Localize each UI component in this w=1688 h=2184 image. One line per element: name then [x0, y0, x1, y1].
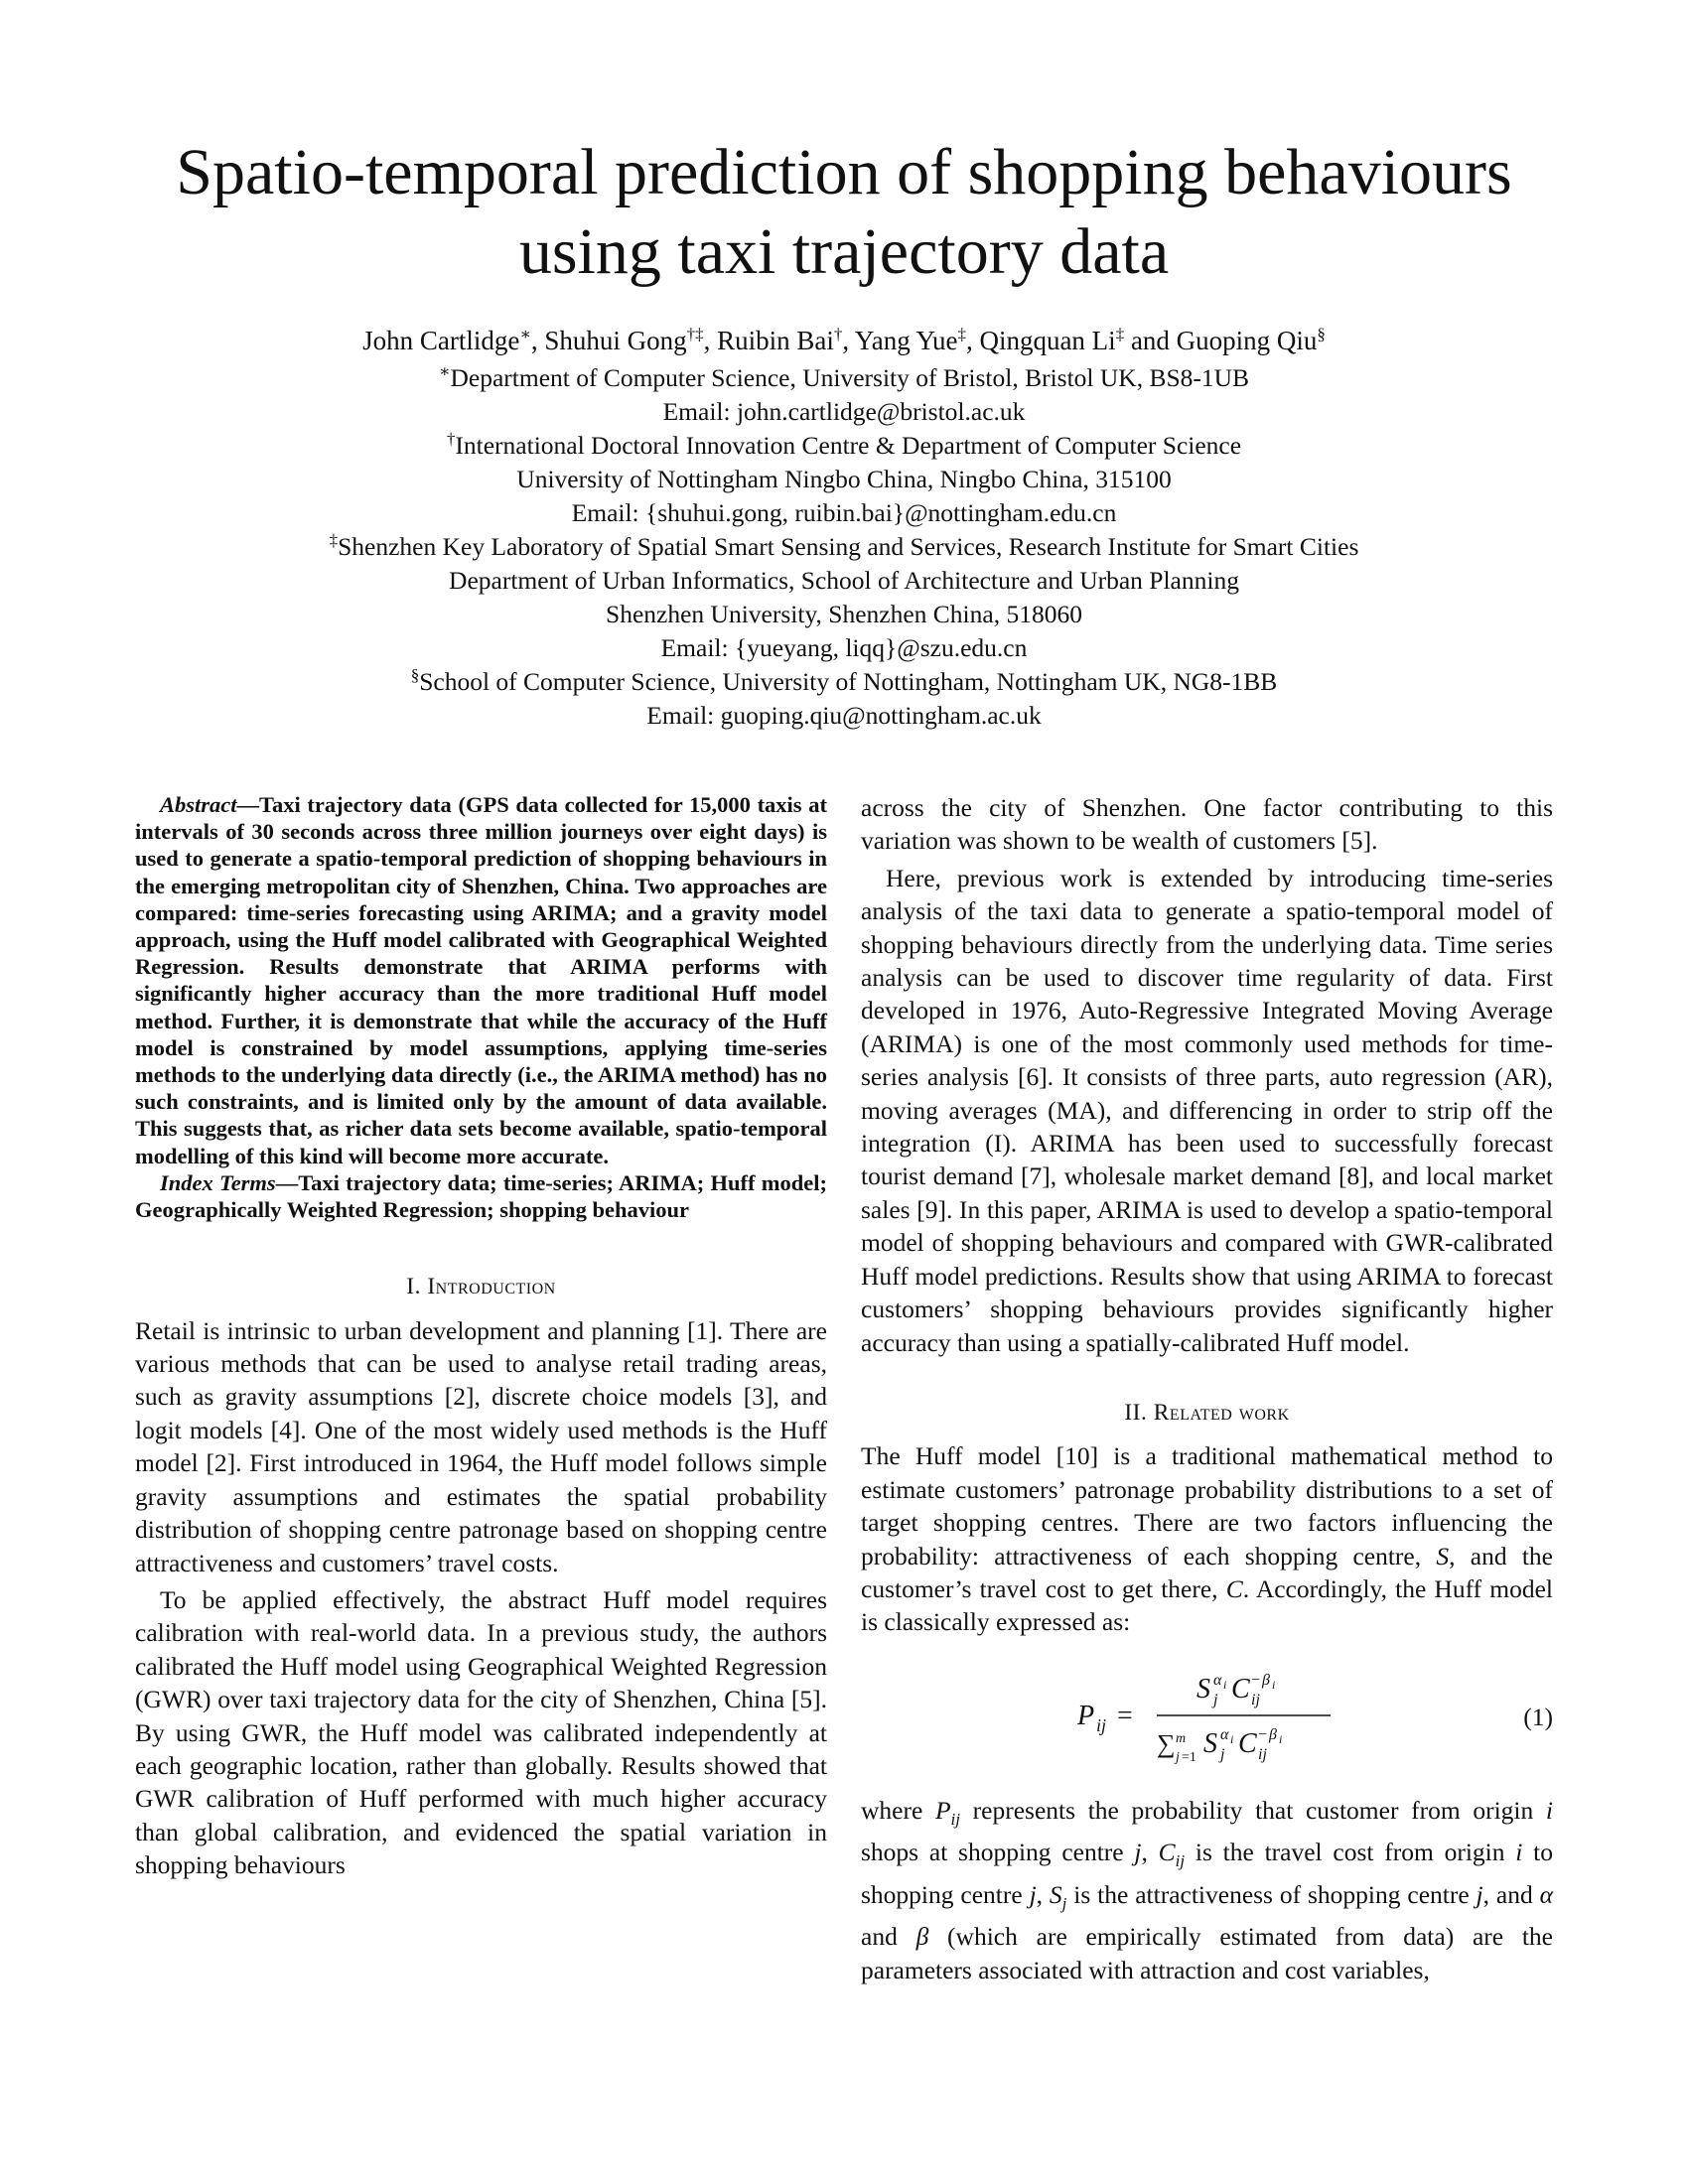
affiliation-line — [99, 463, 1589, 496]
author-mark: †‡ — [686, 325, 704, 343]
affiliation-text: University of Nottingham Ningbo China, Ningbo China, 315100 — [516, 465, 1172, 493]
svg-text:α: α — [1220, 1725, 1229, 1743]
svg-text:C: C — [1238, 1727, 1257, 1759]
math-symbol: $C_{ij}$ — [1158, 1838, 1186, 1871]
math-symbol: S — [1436, 1541, 1450, 1570]
svg-text:β: β — [1262, 1671, 1270, 1689]
text-run: . Accordingly, the Huff model is classically expressed as: — [861, 1573, 1553, 1637]
section-heading: II. Related work — [1124, 1399, 1290, 1426]
affiliation-text: Email: guoping.qiu@nottingham.ac.uk — [646, 701, 1042, 730]
math-symbol: i — [1515, 1838, 1523, 1867]
affiliation-line — [99, 564, 1589, 598]
affiliation-line — [99, 699, 1589, 733]
math-symbol: α — [1539, 1879, 1553, 1909]
affiliation-mark: § — [410, 665, 420, 685]
svg-text:S: S — [1196, 1673, 1210, 1705]
affiliation-text: School of Computer Science, University of Nottingham, Nottingham UK, NG8-1BB — [419, 667, 1278, 696]
affiliation-text: International Doctoral Innovation Centre & Department of Computer Science — [455, 431, 1242, 460]
text-run: shops at shopping centre — [861, 1838, 1135, 1867]
text-run: , and — [1482, 1879, 1540, 1909]
math-symbol: j — [1029, 1879, 1037, 1909]
text-run: to shopping centre — [861, 1838, 1553, 1909]
author-list: John Cartlidge∗, Shuhui Gong†‡, Ruibin Bai†, Yang Yue‡, Qingquan Li‡ and Guoping Qiu§ — [362, 325, 1326, 355]
author-mark: ‡ — [957, 325, 966, 343]
svg-text:−: − — [1258, 1725, 1268, 1743]
affiliation-line — [99, 530, 1589, 564]
svg-text:=1: =1 — [1182, 1749, 1196, 1765]
author-name: Qingquan Li — [979, 326, 1116, 355]
index-terms — [135, 1169, 827, 1223]
text-run: , and the customer’s travel cost to get there, — [861, 1541, 1553, 1603]
svg-text:=: = — [1117, 1700, 1133, 1731]
index-terms-lead: Index Terms — [160, 1169, 276, 1195]
author-mark: § — [1317, 325, 1326, 343]
svg-text:i: i — [1279, 1731, 1283, 1746]
svg-text:ij: ij — [1251, 1691, 1260, 1708]
affiliation-line — [99, 598, 1589, 631]
author-name: Guoping Qiu — [1176, 326, 1318, 355]
svg-text:ij: ij — [1258, 1745, 1267, 1763]
text-run: (which are empirically estimated from data) are the parameters associated with attraction and cost variables, — [861, 1922, 1553, 1984]
text-run: , — [1141, 1838, 1159, 1867]
svg-text:j: j — [1176, 1749, 1180, 1765]
affiliation-line — [99, 496, 1589, 530]
svg-text:S: S — [1203, 1727, 1217, 1759]
math-symbol: j — [1134, 1838, 1142, 1867]
paragraph: Retail is intrinsic to urban development and planning [1]. There are various methods that can be used to analyse retail trading areas, such as gravity assumptions [2], discrete choice models [3], and logit models [4]. One of the most widely used methods is the Huff model [2]. First introduced in 1964, the Huff model follows simple gravity assumptions and estimates the spatial probability distribution of shopping centre patronage based on shopping centre attractiveness and customers’ travel costs. — [135, 1315, 827, 1577]
author-mark: ∗ — [519, 325, 531, 343]
affiliation-mark: ‡ — [329, 530, 339, 550]
affiliation-line — [99, 395, 1589, 429]
svg-text:∑: ∑ — [1157, 1728, 1176, 1758]
math-symbol: $P_{ij}$ — [934, 1795, 960, 1829]
paper-title: Spatio-temporal prediction of shopping behaviours using taxi trajectory data — [176, 136, 1512, 288]
affiliation-text: Email: john.cartlidge@bristol.ac.uk — [662, 397, 1026, 426]
paragraph: Here, previous work is extended by introducing time-series analysis of the taxi data to generate a spatio-temporal model of shopping behaviours directly from the underlying data. Time series analysis can be used to discover time regularity of data. First developed in 1976, Auto-Regressive Integrated Moving Average (ARIMA) is one of the most commonly used methods for time-series analysis [6]. It consists of three parts, auto regression (AR), moving averages (MA), and differencing in order to strip off the integration (I). ARIMA has been used to successfully forecast tourist demand [7], wholesale market demand [8], and local market sales [9]. In this paper, ARIMA is used to develop a spatio-temporal model of shopping behaviours and compared with GWR-calibrated Huff model predictions. Results show that using ARIMA to forecast customers’ shopping behaviours provides significantly higher accuracy than using a spatially-calibrated Huff model. — [861, 863, 1553, 1357]
text-run: represents the probability that customer from origin — [960, 1795, 1546, 1825]
svg-text:m: m — [1176, 1730, 1187, 1746]
affiliation-text: Department of Computer Science, University of Bristol, Bristol UK, BS8-1UB — [450, 363, 1250, 392]
authors-conjunction: and — [1130, 326, 1170, 355]
text-run: is the attractiveness of shopping centre — [1066, 1879, 1477, 1909]
math-symbol: β — [915, 1922, 929, 1952]
text-run: where — [861, 1795, 935, 1825]
text-run: , — [1036, 1879, 1050, 1909]
svg-text:−: − — [1251, 1671, 1261, 1689]
author-name: John Cartlidge — [362, 326, 520, 355]
affiliation-line — [99, 361, 1589, 395]
left-column — [135, 791, 827, 1882]
author-name: Yang Yue — [854, 326, 958, 355]
affiliation-line — [99, 631, 1589, 665]
svg-text:C: C — [1231, 1673, 1250, 1705]
paragraph — [861, 1439, 1553, 1638]
paragraph: across the city of Shenzhen. One factor contributing to this variation was shown to be wealth of customers [5]. — [861, 793, 1553, 856]
affiliation-text: Email: {shuhui.gong, ruibin.bai}@nottingham.edu.cn — [571, 498, 1117, 527]
affiliation-line — [99, 665, 1589, 699]
author-mark: ‡ — [1115, 325, 1125, 343]
affiliation-text: Department of Urban Informatics, School of Architecture and Urban Planning — [449, 566, 1239, 595]
svg-text:i: i — [1272, 1677, 1276, 1692]
affiliation-line — [99, 429, 1589, 463]
right-column — [861, 791, 1553, 1986]
equation-number: (1) — [1523, 1702, 1553, 1731]
paragraph: To be applied effectively, the abstract Huff model requires calibration with real-world data. In a previous study, the authors calibrated the Huff model using Geographical Weighted Regression (GWR) over taxi trajectory data for the city of Shenzhen, China [5]. By using GWR, the Huff model was calibrated independently at each geographic location, rather than globally. Results showed that GWR calibration of Huff performed with much higher accuracy than global calibration, and evidenced the spatial variation in shopping behaviours — [135, 1584, 827, 1880]
author-name: Shuhui Gong — [544, 326, 687, 355]
huff-equation — [1077, 1661, 1345, 1780]
affiliation-mark: † — [446, 429, 456, 449]
svg-text:α: α — [1213, 1671, 1222, 1689]
affiliation-text: Shenzhen Key Laboratory of Spatial Smart Sensing and Services, Research Institute for Smart Cities — [338, 532, 1359, 561]
svg-text:j: j — [1213, 1691, 1218, 1708]
abstract-text: —Taxi trajectory data (GPS data collected for 15,000 taxis at intervals of 30 seconds across three million journeys over eight days) is used to generate a spatio-temporal prediction of shopping behaviours in the emerging metropolitan city of Shenzhen, China. Two approaches are compared: time-series forecasting using ARIMA; and a gravity model approach, using the Huff model calibrated with Geographical Weighted Regression. Results demonstrate that ARIMA performs with significantly higher accuracy than the more traditional Huff model method. Further, it is demonstrate that while the accuracy of the Huff model is constrained by model assumptions, applying time-series methods to the underlying data directly (i.e., the ARIMA method) has no such constraints, and is limited only by the amount of data available. This suggests that, as richer data sets become available, spatio-temporal modelling of this kind will become more accurate. — [135, 792, 827, 1168]
svg-text:P: P — [1077, 1700, 1095, 1731]
affiliation-mark: ∗ — [438, 361, 451, 381]
text-run: and — [861, 1922, 916, 1952]
math-symbol: j — [1476, 1879, 1483, 1909]
affiliation-text: Shenzhen University, Shenzhen China, 518060 — [606, 600, 1082, 628]
text-run: is the travel cost from origin — [1185, 1838, 1516, 1867]
author-mark: † — [833, 325, 843, 343]
equation-1 — [861, 1661, 1553, 1780]
abstract — [135, 791, 827, 1169]
svg-text:β: β — [1269, 1725, 1277, 1743]
index-terms-text: —Taxi trajectory data; time-series; ARIMA; Huff model; Geographically Weighted Regression; shopping behaviour — [135, 1169, 828, 1223]
math-symbol: $S_j$ — [1049, 1879, 1067, 1913]
svg-text:ij: ij — [1096, 1714, 1107, 1735]
abstract-lead: Abstract — [160, 792, 237, 817]
section-heading: I. Introduction — [406, 1274, 556, 1300]
svg-text:i: i — [1230, 1731, 1234, 1746]
text-run: The Huff model [10] is a traditional mathematical method to estimate customers’ patronage probability distributions to a set of target shopping centres. There are two factors influencing the probability: attractiveness of each shopping centre, — [861, 1441, 1553, 1570]
svg-text:j: j — [1220, 1745, 1225, 1763]
paragraph — [861, 1794, 1553, 1986]
svg-text:i: i — [1223, 1677, 1227, 1692]
math-symbol: C — [1225, 1573, 1243, 1603]
math-symbol: i — [1545, 1795, 1554, 1825]
affiliation-text: Email: {yueyang, liqq}@szu.edu.cn — [660, 633, 1028, 662]
author-name: Ruibin Bai — [717, 326, 834, 355]
